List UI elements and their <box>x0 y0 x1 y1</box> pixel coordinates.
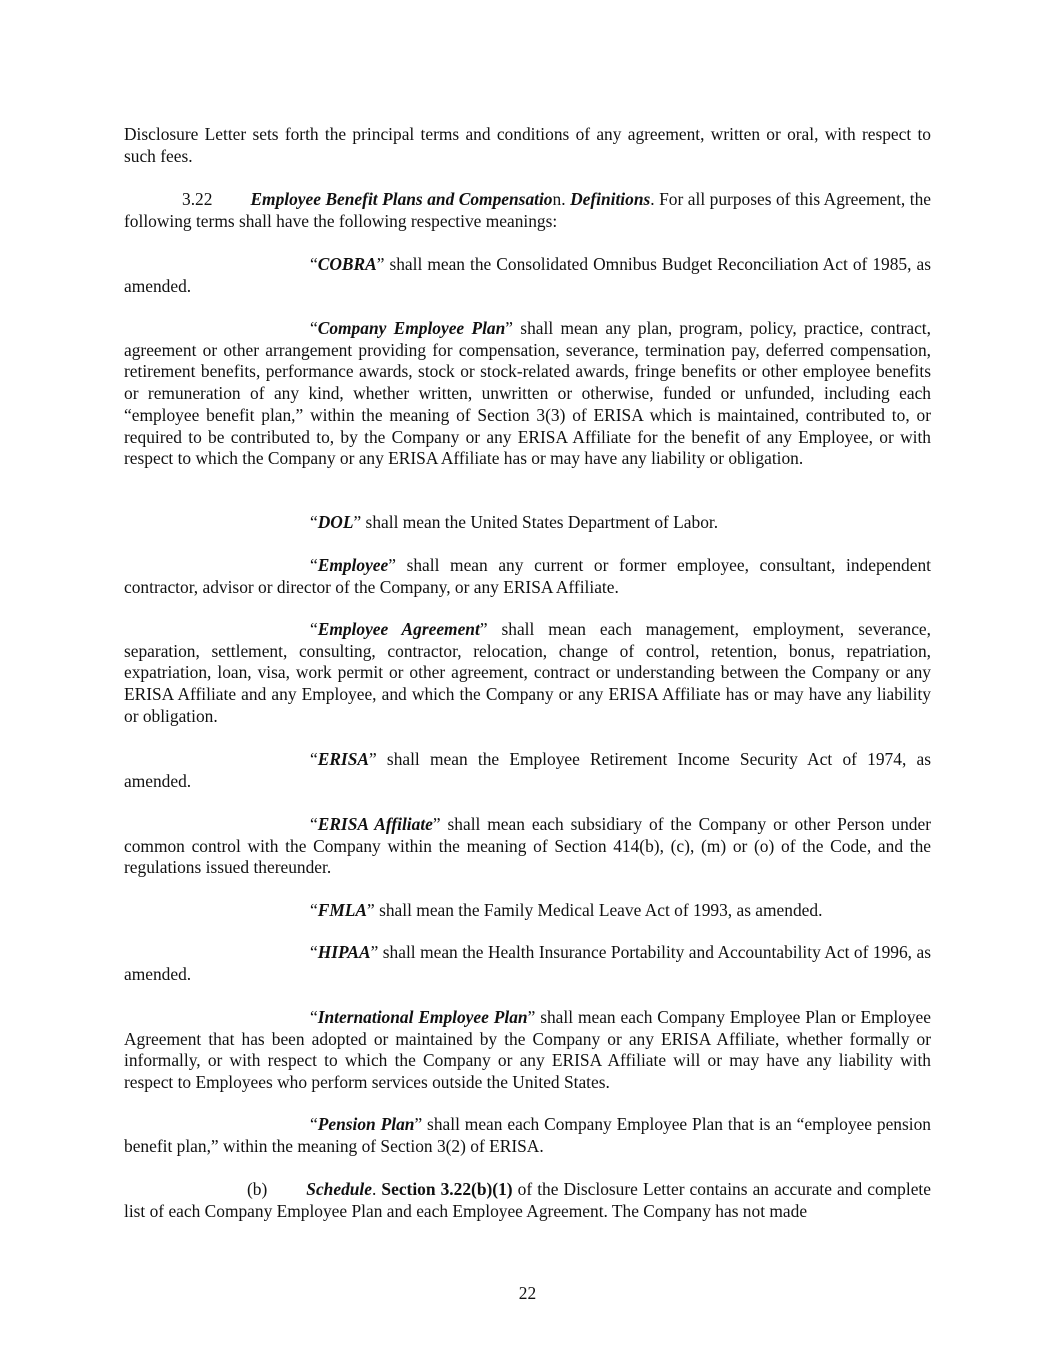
section-3-22-heading <box>124 189 931 232</box>
definition-text: ” shall mean the Employee Retirement Income Security Act of 1974, as amended. <box>124 749 931 791</box>
subsection-label: (b) <box>247 1179 268 1199</box>
definition-text: ” shall mean each Company Employee Plan or Employee Agreement that has been adopted or maintained by the Company or any ERISA Affiliate, whether formally or informally, or with respect to which the Company or any ERISA Affiliate will or may have any liability with respect to Employees who perform services outside the United States. <box>124 1007 931 1093</box>
section-intro-text: . For all purposes of this Agreement, the following terms shall have the following respective meanings: <box>124 189 931 231</box>
subsection-b <box>124 1179 931 1222</box>
definition-employee: “Employee” shall mean any current or former employee, consultant, independent contractor, advisor or director of the Company, or any ERISA Affiliate. <box>124 555 931 597</box>
section-subtitle: Definitions <box>570 189 651 209</box>
definition-pension-plan: “Pension Plan” shall mean each Company Employee Plan that is an “employee pension benefit plan,” within the meaning of Section 3(2) of ERISA. <box>124 1114 931 1156</box>
definition-term: ERISA Affiliate <box>317 814 433 834</box>
definition-term: HIPAA <box>317 942 371 962</box>
definition-erisa: “ERISA” shall mean the Employee Retirement Income Security Act of 1974, as amended. <box>124 749 931 791</box>
opening-text: Disclosure Letter sets forth the principal terms and conditions of any agreement, written or oral, with respect to such fees. <box>124 124 931 166</box>
definition-term: FMLA <box>317 900 368 920</box>
definition-cobra: “COBRA” shall mean the Consolidated Omnibus Budget Reconciliation Act of 1985, as amended. <box>124 254 931 296</box>
definition-dol: “DOL” shall mean the United States Department of Labor. <box>310 512 719 532</box>
subsection-title-dot: . <box>371 1179 377 1199</box>
definition-term: Employee Agreement <box>317 619 480 639</box>
section-number: 3.22 <box>182 189 213 209</box>
subsection-title: Schedule <box>306 1179 372 1199</box>
opening-paragraph <box>124 124 931 167</box>
definition-text: ” shall mean each management, employment, severance, separation, settlement, consulting, contractor, relocation, change of control, retention, bonus, repatriation, expatriation, loan, visa, work permit or other agreement, contract or understanding between the Company or any ERISA Affiliate and any Employee, and which the Company or any ERISA Affiliate has or may have any liability or obligation. <box>124 619 931 726</box>
definition-text: ” shall mean the Health Insurance Portability and Accountability Act of 1996, as amended. <box>124 942 931 984</box>
definition-term: Pension Plan <box>317 1114 415 1134</box>
definition-text: ” shall mean each subsidiary of the Company or other Person under common control with the Company within the meaning of Section 414(b), (c), (m) or (o) of the Code, and the regulations issued thereunder. <box>124 814 931 878</box>
definition-term: International Employee Plan <box>317 1007 528 1027</box>
page-number: 22 <box>518 1283 537 1303</box>
definition-term: ERISA <box>317 749 369 769</box>
definition-text: ” shall mean any current or former employee, consultant, independent contractor, advisor or director of the Company, or any ERISA Affiliate. <box>124 555 931 597</box>
section-title-tail: n. <box>552 189 566 209</box>
definition-international-employee-plan: “International Employee Plan” shall mean each Company Employee Plan or Employee Agreement that has been adopted or maintained by the Company or any ERISA Affiliate, whether formally or informally, or with respect to which the Company or any ERISA Affiliate will or may have any liability with respect to Employees who perform services outside the United States. <box>124 1007 931 1093</box>
section-title: Employee Benefit Plans and Compensatio <box>250 189 553 209</box>
definition-term: DOL <box>317 512 354 532</box>
subsection-text: of the Disclosure Letter contains an accurate and complete list of each Company Employee Plan and each Employee Agreement. The Company has not made <box>124 1179 931 1221</box>
definition-text: ” shall mean the United States Department of Labor. <box>353 512 719 532</box>
definition-employee-agreement: “Employee Agreement” shall mean each management, employment, severance, separation, settlement, consulting, contractor, relocation, change of control, retention, bonus, repatriation, expatriation, loan, visa, work permit or other agreement, contract or understanding between the Company or any ERISA Affiliate and any Employee, and which the Company or any ERISA Affiliate has or may have any liability or obligation. <box>124 619 931 726</box>
definition-text: ” shall mean each Company Employee Plan that is an “employee pension benefit plan,” within the meaning of Section 3(2) of ERISA. <box>124 1114 931 1156</box>
definition-text: ” shall mean the Consolidated Omnibus Budget Reconciliation Act of 1985, as amended. <box>124 254 931 296</box>
definition-term: COBRA <box>317 254 377 274</box>
section-reference: Section 3.22(b)(1) <box>381 1179 513 1199</box>
definition-company-employee-plan: “Company Employee Plan” shall mean any plan, program, policy, practice, contract, agreement or other arrangement providing for compensation, severance, termination pay, deferred compensation, retirement benefits, performance awards, stock or stock-related awards, fringe benefits or other employee benefits or remuneration of any kind, whether written, unwritten or otherwise, funded or unfunded, including each “employee benefit plan,” within the meaning of Section 3(3) of ERISA which is maintained, contributed to, or required to be contributed to, by the Company or any ERISA Affiliate for the benefit of any Employee, or with respect to which the Company or any ERISA Affiliate has or may have any liability or obligation. <box>124 318 931 469</box>
definition-erisa-affiliate: “ERISA Affiliate” shall mean each subsidiary of the Company or other Person under common control with the Company within the meaning of Section 414(b), (c), (m) or (o) of the Code, and the regulations issued thereunder. <box>124 814 931 878</box>
definition-term: Employee <box>317 555 389 575</box>
definition-text: ” shall mean the Family Medical Leave Act of 1993, as amended. <box>367 900 823 920</box>
definition-term: Company Employee Plan <box>317 318 506 338</box>
definition-hipaa: “HIPAA” shall mean the Health Insurance Portability and Accountability Act of 1996, as amended. <box>124 942 931 984</box>
definition-fmla: “FMLA” shall mean the Family Medical Leave Act of 1993, as amended. <box>310 900 823 920</box>
definition-text: ” shall mean any plan, program, policy, practice, contract, agreement or other arrangement providing for compensation, severance, termination pay, deferred compensation, retirement benefits, performance awards, stock or stock-related awards, fringe benefits or other employee benefits or remuneration of any kind, whether written, unwritten or otherwise, funded or unfunded, including each “employee benefit plan,” within the meaning of Section 3(3) of ERISA which is maintained, contributed to, or required to be contributed to, by the Company or any ERISA Affiliate for the benefit of any Employee, or with respect to which the Company or any ERISA Affiliate has or may have any liability or obligation. <box>124 318 931 469</box>
